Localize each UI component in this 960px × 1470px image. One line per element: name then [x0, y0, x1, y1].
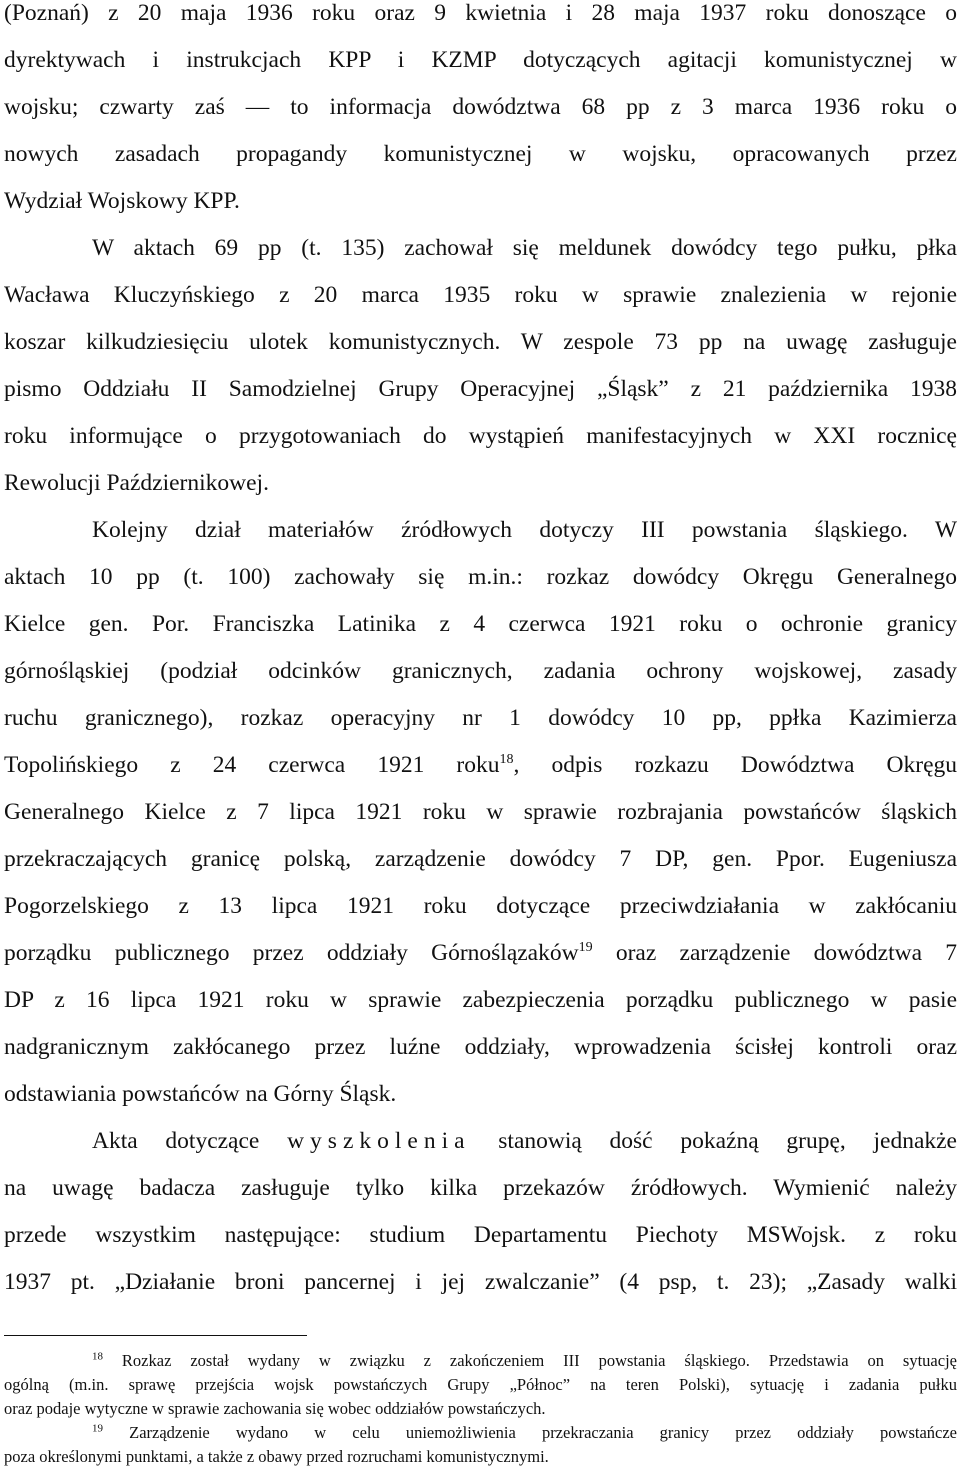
- footnote-text: Zarządzenie wydano w celu uniemożliwienia przekraczania granicy przez oddziały powstańcze: [103, 1423, 957, 1442]
- footnote-line: ogólną (m.in. sprawę przejścia wojsk powstańczych Grupy „Północ” na teren Polski), sytuację i zadania pułku: [4, 1375, 957, 1394]
- footnote-line: oraz podaje wytyczne w sprawie zachowania się wobec oddziałów powstańczych.: [4, 1399, 546, 1418]
- paragraph-line: Pogorzelskiego z 13 lipca 1921 roku dotyczące przeciwdziałania w zakłócaniu: [4, 893, 957, 919]
- footnote-ref-18[interactable]: 18: [499, 752, 514, 768]
- paragraph-line: odstawiania powstańców na Górny Śląsk.: [4, 1081, 397, 1107]
- paragraph-line: [4, 938, 957, 968]
- footnote-line: poza określonymi punktami, a także z obawy przed rozruchami komunistycznymi.: [4, 1447, 549, 1466]
- footnote-separator: [4, 1335, 307, 1336]
- paragraph-line: wojsku; czwarty zaś — to informacja dowództwa 68 pp z 3 marca 1936 roku o: [4, 94, 957, 120]
- paragraph-line: Wydział Wojskowy KPP.: [4, 188, 240, 214]
- footnote-19: [92, 1422, 957, 1444]
- line-text: Akta dotyczące: [92, 1128, 288, 1154]
- paragraph-line: pismo Oddziału II Samodzielnej Grupy Operacyjnej „Śląsk” z 21 października 1938: [4, 376, 957, 402]
- paragraph-line: przede wszystkim następujące: studium Departamentu Piechoty MSWojsk. z roku: [4, 1222, 957, 1248]
- paragraph-line: DP z 16 lipca 1921 roku w sprawie zabezpieczenia porządku publicznego w pasie: [4, 987, 957, 1013]
- footnote-text: Rozkaz został wydany w związku z zakończeniem III powstania śląskiego. Przedstawia on sytuację: [103, 1351, 957, 1370]
- line-text: oraz zarządzenie dowództwa 7: [592, 940, 958, 966]
- paragraph-line: roku informujące o przygotowaniach do wystąpień manifestacyjnych w XXI rocznicę: [4, 423, 957, 449]
- paragraph-line: dyrektywach i instrukcjach KPP i KZMP dotyczących agitacji komunistycznej w: [4, 47, 957, 73]
- paragraph-line: przekraczających granicę polską, zarządzenie dowódcy 7 DP, gen. Ppor. Eugeniusza: [4, 846, 957, 872]
- paragraph-line: ruchu granicznego), rozkaz operacyjny nr 1 dowódcy 10 pp, ppłka Kazimierza: [4, 705, 957, 731]
- paragraph-line: koszar kilkudziesięciu ulotek komunistycznych. W zespole 73 pp na uwagę zasługuje: [4, 329, 957, 355]
- line-text: porządku publicznego przez oddziały Górnoślązaków: [4, 940, 579, 966]
- spaced-emphasis: wyszkolenia: [287, 1128, 471, 1154]
- paragraph-line: [4, 750, 957, 780]
- paragraph-line: (Poznań) z 20 maja 1936 roku oraz 9 kwietnia i 28 maja 1937 roku donoszące o: [4, 0, 957, 26]
- footnote-marker: 18: [92, 1350, 103, 1363]
- paragraph-line: Kolejny dział materiałów źródłowych dotyczy III powstania śląskiego. W: [92, 517, 957, 543]
- paragraph-line: W aktach 69 pp (t. 135) zachował się meldunek dowódcy tego pułku, płka: [92, 235, 957, 261]
- line-text: , odpis rozkazu Dowództwa Okręgu: [513, 752, 957, 778]
- paragraph-line: Kielce gen. Por. Franciszka Latinika z 4 czerwca 1921 roku o ochronie granicy: [4, 611, 957, 637]
- paragraph-line: 1937 pt. „Działanie broni pancernej i jej zwalczanie” (4 psp, t. 23); „Zasady walki: [4, 1269, 957, 1295]
- paragraph-line: Rewolucji Październikowej.: [4, 470, 269, 496]
- paragraph-line: nadgranicznym zakłócanego przez luźne oddziały, wprowadzenia ścisłej kontroli oraz: [4, 1034, 957, 1060]
- paragraph-line: na uwagę badacza zasługuje tylko kilka przekazów źródłowych. Wymienić należy: [4, 1175, 957, 1201]
- line-text: stanowią dość pokaźną grupę, jednakże: [470, 1128, 957, 1154]
- paragraph-line: górnośląskiej (podział odcinków granicznych, zadania ochrony wojskowej, zasady: [4, 658, 957, 684]
- footnote-marker: 19: [92, 1422, 103, 1435]
- paragraph-line: nowych zasadach propagandy komunistycznej w wojsku, opracowanych przez: [4, 141, 957, 167]
- paragraph-line: [92, 1126, 957, 1156]
- paragraph-line: Wacława Kluczyńskiego z 20 marca 1935 roku w sprawie znalezienia w rejonie: [4, 282, 957, 308]
- paragraph-line: Generalnego Kielce z 7 lipca 1921 roku w sprawie rozbrajania powstańców śląskich: [4, 799, 957, 825]
- footnote-18: [92, 1350, 957, 1372]
- paragraph-line: aktach 10 pp (t. 100) zachowały się m.in.: rozkaz dowódcy Okręgu Generalnego: [4, 564, 957, 590]
- line-text: Topolińskiego z 24 czerwca 1921 roku: [4, 752, 500, 778]
- footnote-ref-19[interactable]: 19: [578, 940, 593, 956]
